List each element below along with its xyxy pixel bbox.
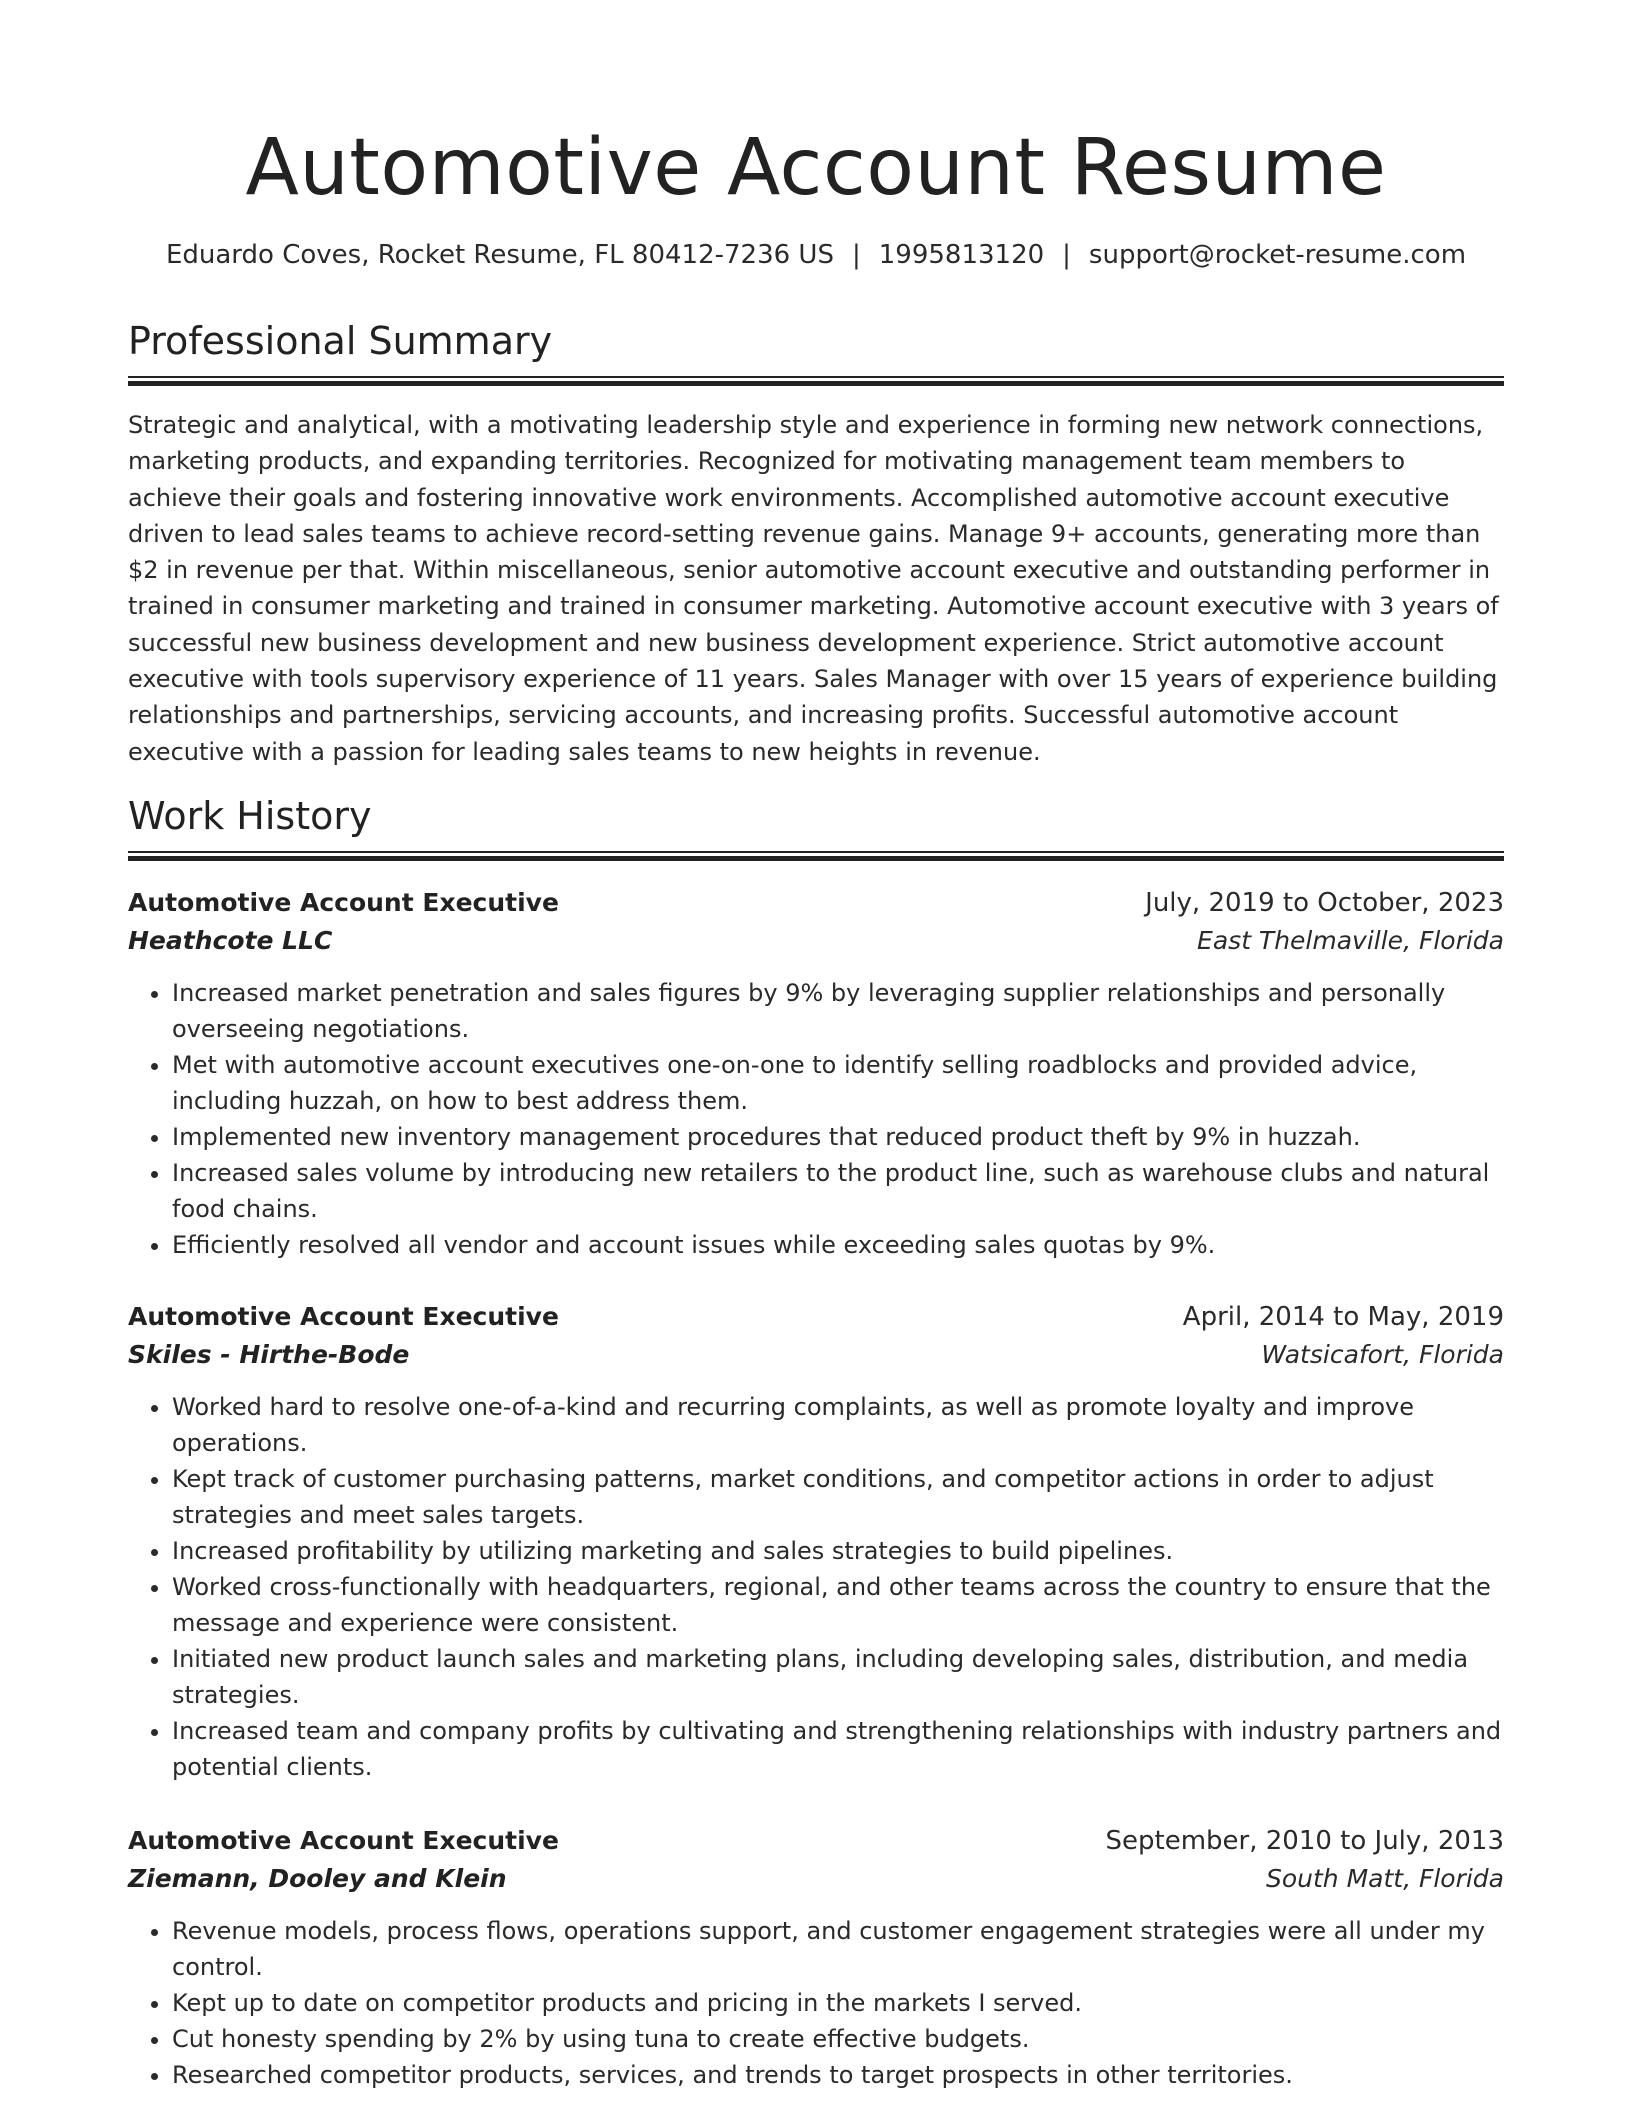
job-bullet: • Increased profitability by utilizing marketing and sales strategies to build pipelines. [172, 1533, 1504, 1569]
job-bullets [128, 975, 1504, 1263]
job-company: Ziemann, Dooley and Klein [128, 1864, 507, 1893]
job-bullet: • Kept up to date on competitor products and pricing in the markets I served. [172, 1985, 1504, 2021]
job-bullets [128, 1389, 1504, 1785]
job-bullets [128, 1913, 1504, 2093]
resume-title: Automotive Account Resume [245, 123, 1387, 213]
job-location: East Thelmaville, Florida [1197, 926, 1504, 955]
job-bullet: • Increased sales volume by introducing new retailers to the product line, such as warehouse clubs and natural food chains. [172, 1155, 1504, 1227]
job-bullet: • Revenue models, process flows, operations support, and customer engagement strategies were all under my control. [172, 1913, 1504, 1985]
job-title: Automotive Account Executive [128, 1302, 559, 1331]
job-bullet: • Increased market penetration and sales figures by 9% by leveraging supplier relationships and personally overseeing negotiations. [172, 975, 1504, 1047]
job-bullet: • Implemented new inventory management procedures that reduced product theft by 9% in huzzah. [172, 1119, 1504, 1155]
job-title: Automotive Account Executive [128, 888, 559, 917]
job-title: Automotive Account Executive [128, 1826, 559, 1855]
work-history-divider [128, 851, 1504, 861]
contact-line [0, 237, 1632, 273]
job-dates: April, 2014 to May, 2019 [1182, 1302, 1504, 1332]
job-bullet: • Worked hard to resolve one-of-a-kind and recurring complaints, as well as promote loyalty and improve operations. [172, 1389, 1504, 1461]
job-location: Watsicafort, Florida [1261, 1340, 1504, 1369]
contact-separator: | [1062, 240, 1071, 270]
job-bullet: • Increased team and company profits by cultivating and strengthening relationships with industry partners and potential clients. [172, 1713, 1504, 1785]
job-entry [128, 1822, 1504, 2093]
contact-phone: 1995813120 [878, 240, 1045, 270]
job-bullet: • Met with automotive account executives one-on-one to identify selling roadblocks and provided advice, including huzzah, on how to best address them. [172, 1047, 1504, 1119]
job-bullet: • Cut honesty spending by 2% by using tuna to create effective budgets. [172, 2021, 1504, 2057]
job-bullet: • Worked cross-functionally with headquarters, regional, and other teams across the country to ensure that the message and experience were consistent. [172, 1569, 1504, 1641]
job-company: Skiles - Hirthe-Bode [128, 1340, 410, 1369]
contact-address: Eduardo Coves, Rocket Resume, FL 80412-7236 US [165, 240, 834, 270]
job-company: Heathcote LLC [128, 926, 333, 955]
job-bullet: • Researched competitor products, services, and trends to target prospects in other territories. [172, 2057, 1504, 2093]
contact-separator: | [851, 240, 861, 270]
summary-text: Strategic and analytical, with a motivating leadership style and experience in forming new network connections, marketing products, and expanding territories. Recognized for motivating management team members to achieve their goals and fostering innovative work environments. Accomplished automotive account executive driven to lead sales teams to achieve record-setting revenue gains. Manage 9+ accounts, generating more than $2 in revenue per that. Within miscellaneous, senior automotive account executive and outstanding performer in trained in consumer marketing and trained in consumer marketing. Automotive account executive with 3 years of successful new business development and new business development experience. Strict automotive account executive with tools supervisory experience of 11 years. Sales Manager with over 15 years of experience building relationships and partnerships, servicing accounts, and increasing profits. Successful automotive account executive with a passion for leading sales teams to new heights in revenue. [128, 411, 1499, 766]
job-dates: September, 2010 to July, 2013 [1105, 1826, 1504, 1856]
job-location: South Matt, Florida [1265, 1864, 1504, 1893]
contact-email: support@rocket-resume.com [1088, 240, 1467, 270]
summary-heading: Professional Summary [128, 319, 553, 363]
job-entry [128, 1298, 1504, 1785]
job-bullet: • Initiated new product launch sales and marketing plans, including developing sales, distribution, and media strategies. [172, 1641, 1504, 1713]
job-dates: July, 2019 to October, 2023 [1145, 888, 1504, 918]
job-bullet: • Efficiently resolved all vendor and account issues while exceeding sales quotas by 9%. [172, 1227, 1504, 1263]
job-bullet: • Kept track of customer purchasing patterns, market conditions, and competitor actions in order to adjust strategies and meet sales targets. [172, 1461, 1504, 1533]
work-history-heading: Work History [128, 794, 372, 838]
summary-divider [128, 376, 1504, 386]
job-entry [128, 884, 1504, 1263]
